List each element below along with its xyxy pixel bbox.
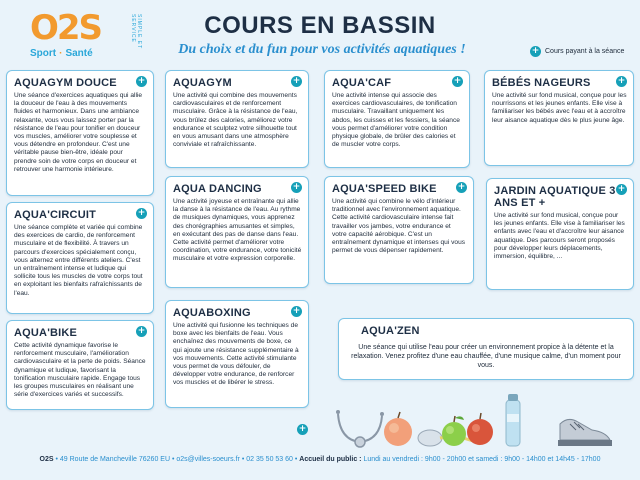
footer-hours: Lundi au vendredi : 9h00 - 20h00 et samedi : 9h00 - 14h00 et 14h45 - 17h00 bbox=[361, 456, 601, 463]
card-title: AQUA'ZEN bbox=[361, 325, 420, 337]
page-title: COURS EN BASSIN bbox=[204, 12, 436, 39]
plus-icon[interactable]: + bbox=[137, 326, 146, 336]
card-text: Une activité sur fond musical, conçue pour les jeunes enfants. Elle vise à familiariser les enfants avec l'eau et d'accroître leur aisance aquatique. Des parcours seront proposés pour développer leurs déplacements, immersion, équilibre, ... bbox=[494, 212, 625, 261]
green-apple-icon bbox=[442, 416, 466, 446]
card-text: Une activité intense qui associe des exercices cardiovasculaires, de tonification musculaire. Travaillant uniquement les abdos, les cuisses et les fessiers, la séance vous permet d'améliorer votre condition physique globale, de brûler des calories et de muscler votre corps. bbox=[332, 92, 460, 149]
card-text: Une activité qui fusionne les techniques de boxe avec les bienfaits de l'eau. Vous enchaînez des mouvements de boxe, ce qui ajoute une résistance supplémentaire à vos mouvements. Cette activité stimulante vous permet de vous défouler, de développer votre endurance, de renforcer vos muscles et de libérer le stress. bbox=[173, 322, 299, 387]
card-aqua-zen[interactable] bbox=[338, 318, 634, 380]
stethoscope-icon bbox=[336, 410, 384, 447]
card-aqua-speed-bike[interactable] bbox=[324, 176, 474, 284]
peach-icon bbox=[384, 412, 412, 446]
page-subtitle: Du choix et du fun pour vos activités aquatiques ! bbox=[178, 42, 466, 57]
plus-icon[interactable]: + bbox=[137, 208, 146, 218]
card-aqua-caf[interactable] bbox=[324, 70, 470, 168]
plus-icon: + bbox=[298, 424, 307, 434]
plus-icon[interactable]: + bbox=[292, 76, 301, 86]
card-aquagym-douce[interactable] bbox=[6, 70, 154, 196]
card-aqua-dancing[interactable] bbox=[165, 176, 309, 288]
logo-wordmark: O2S bbox=[30, 8, 102, 48]
card-bebes-nageurs[interactable] bbox=[484, 70, 634, 166]
card-text: Une séance qui utilise l'eau pour créer un environnement propice à la détente et la relaxation. Venez profitez d'une eau chauffée, d'une musique calme, d'un moment pour vous. bbox=[351, 344, 621, 369]
card-title: JARDIN AQUATIQUE 3 ANS ET + bbox=[494, 185, 616, 209]
card-title: AQUA'CAF bbox=[332, 77, 392, 89]
card-text: Une activité sur fond musical, conçue pour les nourrissons et les jeunes enfants. Elle vise à familiariser les bébés avec l'eau et à accroître leur aisance aquatique dès le plus jeune âge. bbox=[492, 92, 627, 124]
card-aqua-circuit[interactable] bbox=[6, 202, 154, 314]
card-text: Une activité joyeuse et entraînante qui allie la danse à la résistance de l'eau. Au rythme de musiques dynamiques, vous apprenez des chorégraphies amusantes et simples, en exécutant des pas de danse dans l'eau. Cette activité permet d'améliorer votre coordination, votre endurance, votre tonicité musculaire et votre expression corporelle. bbox=[173, 198, 302, 263]
plus-icon[interactable]: + bbox=[292, 182, 301, 192]
card-aquagym[interactable] bbox=[165, 70, 309, 168]
fitness-illustration bbox=[330, 394, 620, 450]
footer bbox=[0, 456, 640, 463]
card-title: AQUAGYM DOUCE bbox=[14, 77, 117, 89]
card-title: AQUABOXING bbox=[173, 307, 251, 319]
card-title: BÉBÉS NAGEURS bbox=[492, 77, 591, 89]
card-title: AQUA'CIRCUIT bbox=[14, 209, 97, 221]
card-aquaboxing[interactable] bbox=[165, 300, 309, 408]
legend bbox=[530, 46, 624, 57]
footer-hours-label: Accueil du public : bbox=[299, 456, 362, 463]
plus-icon[interactable]: + bbox=[457, 182, 466, 192]
footer-org: O2S bbox=[39, 456, 54, 463]
card-text: Cette activité dynamique favorise le renforcement musculaire, l'amélioration cardiovasculaire et la perte de poids. Séance dynamique et ludique, favorisant la tonification musculaire rapide. Engage tous les groupes musculaires en réalisant une série d'exercices variés et successifs. bbox=[14, 342, 146, 399]
plus-icon[interactable]: + bbox=[453, 76, 462, 86]
card-jardin-aquatique[interactable] bbox=[486, 178, 634, 290]
water-bottle-icon bbox=[506, 394, 520, 446]
legend-text: Cours payant à la séance bbox=[545, 48, 625, 55]
plus-icon: + bbox=[531, 46, 540, 56]
footer-phone[interactable]: • 02 35 50 53 60 • bbox=[239, 456, 300, 463]
plus-icon[interactable]: + bbox=[292, 306, 301, 316]
card-text: Une séance d'exercices aquatiques qui allie la douceur de l'eau à des mouvements fluides et harmonieux. Dans une ambiance relaxante, vous vous laissez porter par la résistance de l'eau pour tonifier en douceur vos muscles, améliorer votre souplesse et vous détendre en profondeur. C'est une véritable pause bien-être, idéale pour prendre soin de votre corps en douceur et retrouver une harmonie intérieure. bbox=[14, 92, 143, 173]
card-title: AQUA'BIKE bbox=[14, 327, 78, 339]
logo-tagline: Sport · Santé bbox=[30, 48, 93, 59]
sneaker-icon bbox=[558, 419, 612, 446]
o2s-logo bbox=[30, 8, 140, 58]
red-apple-icon bbox=[467, 413, 493, 445]
plus-icon[interactable]: + bbox=[617, 76, 626, 86]
card-aqua-bike[interactable] bbox=[6, 320, 154, 410]
logo-side-text: SIMPLE ET SERVICE bbox=[130, 14, 142, 50]
card-text: Une activité qui combine des mouvements cardiovasculaires et de renforcement musculaire. Grâce à la résistance de l'eau, vous brûlez des calories, améliorez votre endurance et sculptez votre silhouette tout en vous amusant dans une atmosphère conviviale et rafraîchissante. bbox=[173, 92, 298, 149]
plus-icon[interactable]: + bbox=[617, 184, 626, 194]
card-title: AQUA DANCING bbox=[173, 183, 262, 195]
footer-address: • 49 Route de Mancheville 76260 EU • bbox=[53, 456, 177, 463]
card-text: Une activité qui combine le vélo d'intérieur traditionnel avec l'environnement aquatique. Cette activité cardiovasculaire intense fait travailler vos jambes, votre endurance et votre capacité aérobique. C'est un entraînement dynamique et intenses qui vous permet de vous dépenser rapidement. bbox=[332, 198, 466, 255]
card-title: AQUA'SPEED BIKE bbox=[332, 183, 437, 195]
card-title: AQUAGYM bbox=[173, 77, 232, 89]
footer-email[interactable]: o2s@villes-soeurs.fr bbox=[176, 456, 240, 463]
plus-icon[interactable]: + bbox=[137, 76, 146, 86]
card-text: Une séance complète et variée qui combine des exercices de cardio, de renforcement musculaire et de flexibilité. À travers un parcours d'exercices spécialement conçu, vous alternez entre différents ateliers. C'est un entraînement intense et ludique qui sollicite tous les muscles de votre corps tout en exploitant les bienfaits rafraîchissants de l'eau. bbox=[14, 224, 143, 297]
